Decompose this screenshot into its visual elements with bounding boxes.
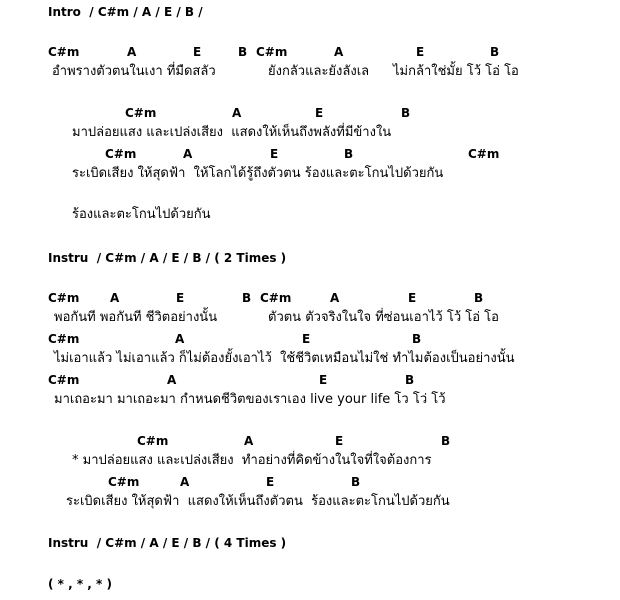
lyric: * มาปล่อยแสง และเปล่งเสียง ทำอย่างที่คิดข้างในใจที่ใจต้องการ (72, 453, 432, 468)
chord: C#m (125, 106, 157, 120)
chord: E (266, 475, 275, 489)
chord: C#m (108, 475, 140, 489)
repeat-line: ( * , * , * ) (48, 577, 112, 591)
chord: B (405, 373, 415, 387)
chord: B (344, 147, 354, 161)
chord: B (238, 45, 248, 59)
chord: A (127, 45, 137, 59)
lyric: ระเบิดเสียง ให้สุดฟ้า ให้โลกได้รู้ถึงตัวตน ร้องและตะโกนไปด้วยกัน (72, 166, 444, 181)
chord: C#m (48, 373, 80, 387)
chord: A (110, 291, 120, 305)
lyric: ยังกลัวและยังลังเล (268, 64, 370, 79)
instru-line: Instru / C#m / A / E / B / ( 4 Times ) (48, 536, 287, 550)
chord: B (474, 291, 484, 305)
chord: C#m (105, 147, 137, 161)
chord: B (441, 434, 451, 448)
chord: E (193, 45, 202, 59)
lyric: อำพรางตัวตนในเงา ที่มืดสลัว (52, 64, 216, 79)
lyric: มาเถอะมา มาเถอะมา กำหนดชีวิตของเราเอง live your life โว โว่ โว้ (54, 392, 446, 407)
chord: A (175, 332, 185, 346)
lyric: ตัวตน ตัวจริงในใจ ที่ซ่อนเอาไว้ โว้ โอ่ โอ (268, 310, 499, 325)
chord: E (302, 332, 311, 346)
lyric: ไม่เอาแล้ว ไม่เอาแล้ว ก็ไม่ต้องยั้งเอาไว้ ใช้ชีวิตเหมือนไม่ใช่ ทำไมต้องเป็นอย่างนั้น (54, 351, 515, 366)
chord: B (351, 475, 361, 489)
chord: E (416, 45, 425, 59)
chord: C#m (137, 434, 169, 448)
chord: E (408, 291, 417, 305)
chord: A (232, 106, 242, 120)
chord: C#m (48, 45, 80, 59)
chord: A (334, 45, 344, 59)
instru-line: Instru / C#m / A / E / B / ( 2 Times ) (48, 251, 287, 265)
lyric: มาปล่อยแสง และเปล่งเสียง แสดงให้เห็นถึงพลังที่มีข้างใน (72, 125, 392, 140)
chord: B (490, 45, 500, 59)
chord: C#m (48, 291, 80, 305)
chord: C#m (468, 147, 500, 161)
chord: A (167, 373, 177, 387)
chord: A (180, 475, 190, 489)
chord: E (319, 373, 328, 387)
lyric: ร้องและตะโกนไปด้วยกัน (72, 207, 211, 222)
chord: C#m (260, 291, 292, 305)
chord: B (412, 332, 422, 346)
chord: A (330, 291, 340, 305)
intro-line: Intro / C#m / A / E / B / (48, 5, 203, 19)
chord: B (401, 106, 411, 120)
chord: C#m (256, 45, 288, 59)
lyric: ไม่กล้าใช่มั้ย โว้ โอ่ โอ (393, 64, 519, 79)
lyric: พอกันที พอกันที ชีวิตอย่างนั้น (54, 310, 218, 325)
chord: C#m (48, 332, 80, 346)
chord: A (244, 434, 254, 448)
chord: E (335, 434, 344, 448)
lyric: ระเบิดเสียง ให้สุดฟ้า แสดงให้เห็นถึงตัวตน ร้องและตะโกนไปด้วยกัน (66, 494, 450, 509)
chord: A (183, 147, 193, 161)
chord: B (242, 291, 252, 305)
chord: E (270, 147, 279, 161)
chord: E (176, 291, 185, 305)
chord: E (315, 106, 324, 120)
